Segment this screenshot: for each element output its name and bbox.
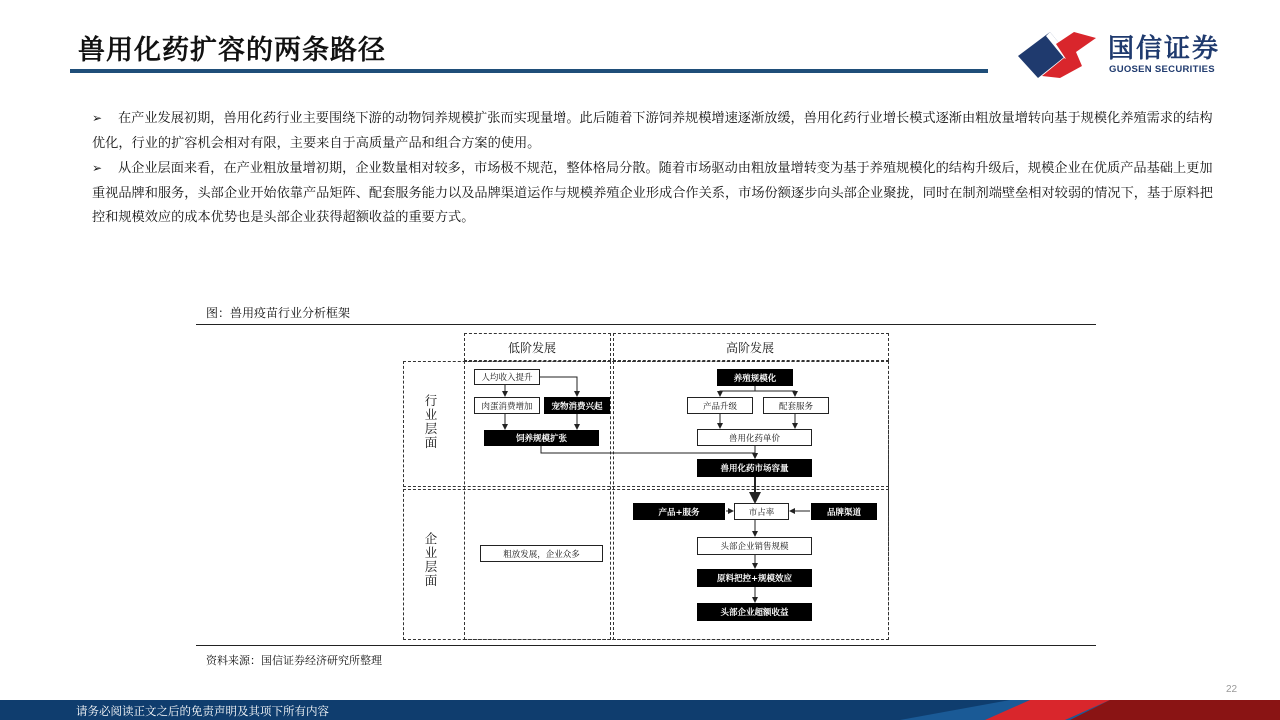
figure-source: 资料来源：国信证券经济研究所整理 (206, 654, 382, 667)
node-meat-consumption: 肉蛋消费增加 (474, 397, 540, 414)
node-unit-price: 兽用化药单价 (697, 429, 812, 446)
bullet-arrow-icon: ➢ (92, 161, 103, 175)
node-product-service: 产品+服务 (633, 503, 725, 520)
node-income: 人均收入提升 (474, 369, 540, 385)
paragraph-2-text: 从企业层面来看，在产业粗放量增初期，企业数量相对较多，市场极不规范，整体格局分散。随着市场驱动由粗放量增转变为基于养殖规模化的结构升级后，规模企业在优质产品基础上更加重视品牌和服务，头部企业开始依靠产品矩阵、配套服务能力以及品牌渠道运作与规模养殖企业形成合作关系，市场份额逐步向头部企业聚拢，同时在制剂端壁垒相对较弱的情况下，基于原料把控和规模效应的成本优势也是头部企业获得超额收益的重要方式。 (92, 161, 1213, 225)
node-pet-consumption: 宠物消费兴起 (544, 397, 610, 414)
footer-disclaimer: 请务必阅读正文之后的免责声明及其项下所有内容 (76, 704, 329, 718)
node-product-upgrade: 产品升级 (687, 397, 753, 414)
column-high-label: 高阶发展 (726, 341, 775, 355)
row-industry-label: 行业层面 (424, 393, 438, 450)
node-brand-channel: 品牌渠道 (811, 503, 877, 520)
node-breeding-scale: 养殖规模化 (717, 369, 793, 386)
figure-bottom-rule (196, 645, 1096, 646)
node-raw-material-scale: 原料把控+规模效应 (697, 569, 812, 587)
node-sales-scale: 头部企业销售规模 (697, 537, 812, 555)
page-title: 兽用化药扩容的两条路径 (78, 35, 386, 66)
page-number: 22 (1226, 684, 1238, 695)
row-enterprise-label: 企业层面 (424, 531, 438, 588)
bullet-arrow-icon: ➢ (92, 111, 103, 125)
logo-chinese-name: 国信证券 (1108, 34, 1221, 64)
figure-caption: 图：兽用疫苗行业分析框架 (206, 306, 351, 320)
logo-english-name: GUOSEN SECURITIES (1109, 64, 1215, 75)
node-market-share: 市占率 (734, 503, 789, 520)
node-rough-development: 粗放发展，企业众多 (480, 545, 603, 562)
paragraph-1-text: 在产业发展初期，兽用化药行业主要围绕下游的动物饲养规模扩张而实现量增。此后随着下游饲养规模增速逐渐放缓，兽用化药行业增长模式逐渐由粗放量增转向基于规模化养殖需求的结构优化，行业的扩容机会相对有限，主要来自于高质量产品和组合方案的使用。 (92, 111, 1213, 151)
node-excess-return: 头部企业超额收益 (697, 603, 812, 621)
column-low-label: 低阶发展 (508, 341, 557, 355)
node-support-service: 配套服务 (763, 397, 829, 414)
node-feed-scale: 饲养规模扩张 (484, 430, 599, 446)
node-market-capacity: 兽用化药市场容量 (697, 459, 812, 477)
